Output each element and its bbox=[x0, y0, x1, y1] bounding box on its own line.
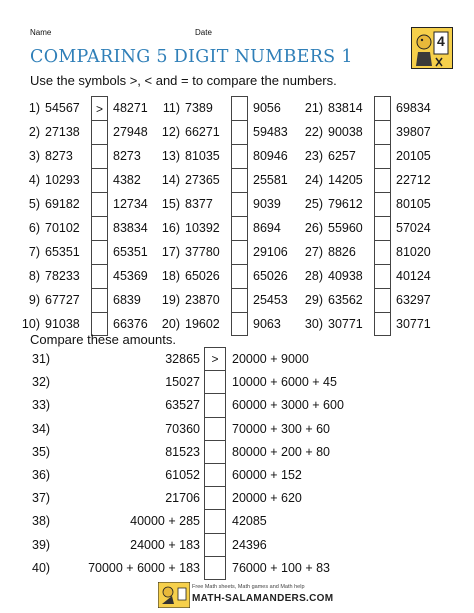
left-number: 79612 bbox=[328, 197, 363, 211]
answer-box[interactable] bbox=[374, 192, 391, 216]
right-amount: 20000 + 620 bbox=[232, 491, 302, 506]
left-amount: 40000 + 285 bbox=[130, 514, 200, 529]
answer-box[interactable] bbox=[204, 370, 226, 394]
answer-box[interactable] bbox=[231, 96, 248, 120]
answer-box[interactable] bbox=[374, 168, 391, 192]
right-number: 57024 bbox=[396, 221, 431, 235]
right-number: 9039 bbox=[253, 197, 281, 211]
right-number: 6839 bbox=[113, 293, 141, 307]
question-label: 19) bbox=[161, 293, 180, 307]
answer-box[interactable] bbox=[231, 312, 248, 336]
page-title: COMPARING 5 DIGIT NUMBERS 1 bbox=[30, 47, 353, 67]
left-number: 10293 bbox=[45, 173, 80, 187]
right-number: 45369 bbox=[113, 269, 148, 283]
right-number: 65351 bbox=[113, 245, 148, 259]
answer-box[interactable]: > bbox=[204, 347, 226, 371]
question-label: 5) bbox=[28, 197, 40, 211]
question-label: 36) bbox=[32, 468, 51, 482]
instructions: Use the symbols >, < and = to compare the numbers. bbox=[30, 73, 337, 88]
question-label: 13) bbox=[161, 149, 180, 163]
right-number: 9056 bbox=[253, 101, 281, 115]
left-number: 27365 bbox=[185, 173, 220, 187]
answer-box[interactable] bbox=[374, 240, 391, 264]
right-number: 63297 bbox=[396, 293, 431, 307]
question-label: 16) bbox=[161, 221, 180, 235]
right-number: 39807 bbox=[396, 125, 431, 139]
question-label: 7) bbox=[28, 245, 40, 259]
salamander-logo-icon bbox=[412, 28, 452, 68]
answer-box[interactable] bbox=[231, 144, 248, 168]
part2-heading: Compare these amounts. bbox=[30, 332, 176, 347]
answer-box[interactable] bbox=[231, 264, 248, 288]
right-number: 25581 bbox=[253, 173, 288, 187]
left-number: 67727 bbox=[45, 293, 80, 307]
question-label: 34) bbox=[32, 421, 51, 436]
right-number: 80946 bbox=[253, 149, 288, 163]
answer-box[interactable] bbox=[91, 120, 108, 144]
question-label: 38) bbox=[32, 514, 51, 529]
answer-box[interactable] bbox=[204, 417, 226, 441]
right-amount: 24396 bbox=[232, 537, 267, 552]
question-label: 28) bbox=[304, 269, 323, 283]
left-amount: 32865 bbox=[165, 352, 200, 366]
right-amount: 42085 bbox=[232, 514, 267, 529]
question-label: 22) bbox=[304, 125, 323, 139]
question-label: 9) bbox=[28, 293, 40, 307]
left-number: 8377 bbox=[185, 197, 213, 211]
right-number: 48271 bbox=[113, 101, 148, 115]
left-number: 65351 bbox=[45, 245, 80, 259]
name-label: Name bbox=[30, 28, 52, 37]
right-number: 9063 bbox=[253, 317, 281, 331]
right-amount: 60000 + 152 bbox=[232, 468, 302, 482]
right-number: 40124 bbox=[396, 269, 431, 283]
right-amount: 70000 + 300 + 60 bbox=[232, 421, 331, 436]
answer-box[interactable] bbox=[204, 463, 226, 487]
footer-brand bbox=[158, 582, 334, 608]
question-label: 24) bbox=[304, 173, 323, 187]
question-label: 21) bbox=[304, 101, 323, 115]
left-amount: 61052 bbox=[165, 468, 200, 482]
right-number: 81020 bbox=[396, 245, 431, 259]
answer-box[interactable] bbox=[91, 192, 108, 216]
left-number: 66271 bbox=[185, 125, 220, 139]
left-number: 65026 bbox=[185, 269, 220, 283]
left-number: 63562 bbox=[328, 293, 363, 307]
right-number: 29106 bbox=[253, 245, 288, 259]
question-label: 25) bbox=[304, 197, 323, 211]
answer-box[interactable] bbox=[91, 168, 108, 192]
salamander-logo bbox=[411, 27, 453, 69]
question-label: 10) bbox=[21, 317, 40, 331]
left-number: 23870 bbox=[185, 293, 220, 307]
left-number: 55960 bbox=[328, 221, 363, 235]
right-number: 65026 bbox=[253, 269, 288, 283]
answer-box[interactable] bbox=[231, 240, 248, 264]
question-label: 32) bbox=[32, 375, 51, 390]
question-label: 15) bbox=[161, 197, 180, 211]
right-number: 4382 bbox=[113, 173, 141, 187]
left-number: 6257 bbox=[328, 149, 356, 163]
question-label: 12) bbox=[161, 125, 180, 139]
answer-box[interactable] bbox=[374, 264, 391, 288]
date-label: Date bbox=[195, 28, 212, 37]
left-number: 8826 bbox=[328, 245, 356, 259]
left-number: 27138 bbox=[45, 125, 80, 139]
answer-box[interactable] bbox=[204, 556, 226, 580]
question-label: 8) bbox=[28, 269, 40, 283]
answer-box[interactable] bbox=[91, 240, 108, 264]
left-number: 10392 bbox=[185, 221, 220, 235]
right-amount: 80000 + 200 + 80 bbox=[232, 444, 331, 459]
left-number: 91038 bbox=[45, 317, 80, 331]
question-label: 11) bbox=[162, 101, 180, 115]
answer-box[interactable] bbox=[231, 288, 248, 312]
question-label: 31) bbox=[32, 352, 51, 366]
left-number: 30771 bbox=[328, 317, 363, 331]
question-label: 6) bbox=[28, 221, 40, 235]
question-label: 37) bbox=[32, 491, 51, 506]
left-amount: 24000 + 183 bbox=[130, 537, 200, 552]
logo-badge-number: 4 bbox=[437, 33, 445, 49]
footer-tagline: Free Math sheets, Math games and Math help bbox=[192, 584, 305, 590]
answer-box[interactable] bbox=[231, 120, 248, 144]
left-amount: 21706 bbox=[165, 491, 200, 506]
right-amount: 10000 + 6000 + 45 bbox=[232, 375, 337, 390]
left-number: 14205 bbox=[328, 173, 363, 187]
question-label: 1) bbox=[28, 101, 40, 115]
left-amount: 15027 bbox=[165, 375, 200, 390]
left-number: 90038 bbox=[328, 125, 363, 139]
answer-box[interactable] bbox=[91, 288, 108, 312]
answer-box[interactable] bbox=[204, 393, 226, 417]
question-label: 35) bbox=[32, 444, 51, 459]
right-number: 25453 bbox=[253, 293, 288, 307]
question-label: 3) bbox=[28, 149, 40, 163]
question-label: 23) bbox=[304, 149, 323, 163]
answer-box[interactable] bbox=[91, 216, 108, 240]
left-number: 37780 bbox=[185, 245, 220, 259]
right-number: 27948 bbox=[113, 125, 148, 139]
answer-box[interactable] bbox=[204, 486, 226, 510]
answer-box[interactable] bbox=[374, 312, 391, 336]
answer-box[interactable] bbox=[374, 144, 391, 168]
right-amount: 20000 + 9000 bbox=[232, 352, 309, 366]
answer-box[interactable] bbox=[231, 192, 248, 216]
left-number: 40938 bbox=[328, 269, 363, 283]
question-label: 39) bbox=[32, 537, 51, 552]
right-number: 66376 bbox=[113, 317, 148, 331]
answer-box[interactable] bbox=[204, 440, 226, 464]
right-number: 69834 bbox=[396, 101, 431, 115]
left-number: 78233 bbox=[45, 269, 80, 283]
answer-box[interactable] bbox=[204, 533, 226, 557]
right-number: 8694 bbox=[253, 221, 281, 235]
left-number: 70102 bbox=[45, 221, 80, 235]
answer-box[interactable] bbox=[91, 264, 108, 288]
question-label: 14) bbox=[161, 173, 180, 187]
answer-box[interactable] bbox=[204, 509, 226, 533]
answer-box[interactable] bbox=[374, 120, 391, 144]
answer-box[interactable] bbox=[374, 216, 391, 240]
left-number: 8273 bbox=[45, 149, 73, 163]
question-label: 30) bbox=[304, 317, 323, 331]
answer-box[interactable]: > bbox=[91, 96, 108, 120]
left-number: 81035 bbox=[185, 149, 220, 163]
left-amount: 63527 bbox=[165, 398, 200, 413]
question-label: 40) bbox=[32, 560, 51, 575]
answer-box[interactable] bbox=[374, 96, 391, 120]
right-number: 30771 bbox=[396, 317, 431, 331]
question-label: 4) bbox=[28, 173, 40, 187]
answer-box[interactable] bbox=[231, 216, 248, 240]
right-number: 80105 bbox=[396, 197, 431, 211]
left-number: 69182 bbox=[45, 197, 80, 211]
right-number: 59483 bbox=[253, 125, 288, 139]
question-label: 18) bbox=[161, 269, 180, 283]
question-label: 29) bbox=[304, 293, 323, 307]
question-label: 2) bbox=[28, 125, 40, 139]
right-amount: 76000 + 100 + 83 bbox=[232, 560, 331, 575]
right-amount: 60000 + 3000 + 600 bbox=[232, 398, 344, 413]
left-amount: 70000 + 6000 + 183 bbox=[88, 560, 200, 575]
right-number: 83834 bbox=[113, 221, 148, 235]
right-number: 20105 bbox=[396, 149, 431, 163]
footer-salamander-icon bbox=[158, 582, 190, 608]
left-number: 7389 bbox=[185, 101, 213, 115]
left-amount: 70360 bbox=[165, 421, 200, 436]
answer-box[interactable] bbox=[374, 288, 391, 312]
question-label: 20) bbox=[161, 317, 180, 331]
answer-box[interactable] bbox=[231, 168, 248, 192]
footer-site: MATH-SALAMANDERS.COM bbox=[192, 593, 334, 604]
right-number: 8273 bbox=[113, 149, 141, 163]
left-number: 54567 bbox=[45, 101, 80, 115]
left-number: 83814 bbox=[328, 101, 363, 115]
left-amount: 81523 bbox=[165, 444, 200, 459]
left-number: 19602 bbox=[185, 317, 220, 331]
right-number: 12734 bbox=[113, 197, 148, 211]
question-label: 33) bbox=[32, 398, 51, 413]
question-label: 17) bbox=[161, 245, 180, 259]
question-label: 26) bbox=[304, 221, 323, 235]
right-number: 22712 bbox=[396, 173, 431, 187]
question-label: 27) bbox=[304, 245, 323, 259]
answer-box[interactable] bbox=[91, 144, 108, 168]
